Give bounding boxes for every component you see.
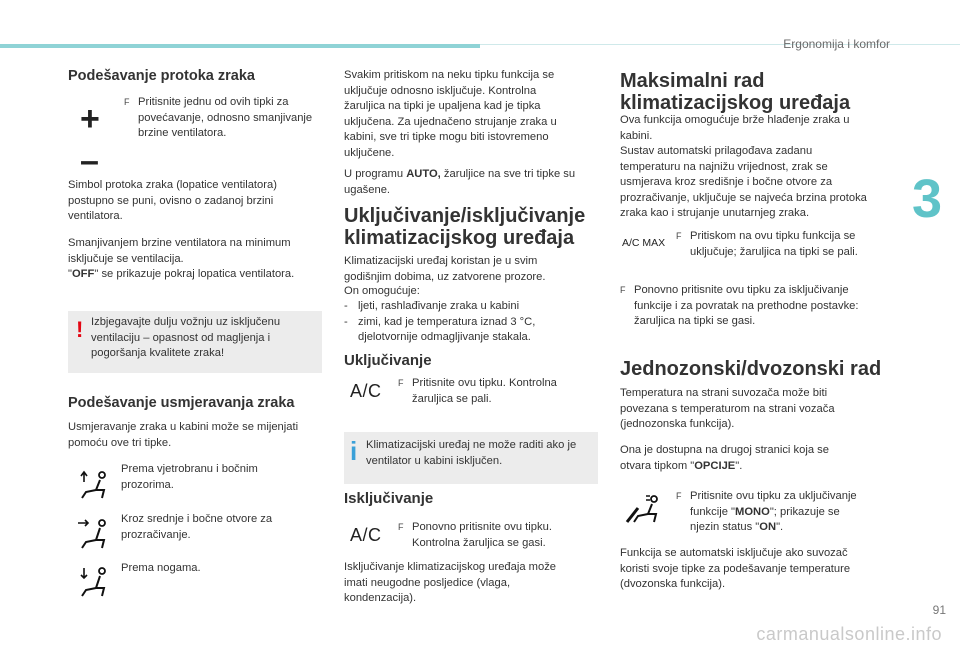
info-icon: i bbox=[350, 436, 358, 466]
mono-text bbox=[690, 489, 870, 536]
mono-text-e: ". bbox=[776, 521, 784, 533]
face-airflow-icon bbox=[76, 518, 110, 552]
opcije-text-a: Ona je dostupna na drugoj stranici koja se otvara tipkom " bbox=[620, 444, 829, 472]
bullet-marker: F bbox=[124, 97, 130, 107]
bullet-marker: F bbox=[676, 491, 682, 501]
windshield-airflow-icon bbox=[76, 470, 110, 500]
off-label: OFF bbox=[71, 268, 95, 280]
ac-off-bullet bbox=[398, 520, 588, 551]
mono-bullet bbox=[676, 489, 876, 536]
bullet-marker: F bbox=[398, 522, 404, 532]
paragraph-koristan: Klimatizacijski uređaj koristan je u svim godišnjim dobima, uz zatvorene prozore. bbox=[344, 255, 546, 283]
ac-button-icon: A/C bbox=[350, 381, 382, 401]
watermark: carmanualsonline.info bbox=[756, 624, 942, 644]
paragraph-omogucuje: On omogućuje: bbox=[344, 285, 420, 297]
heading-iskljucivanje: Isključivanje bbox=[344, 490, 434, 507]
ac-max-button-icon: A/C MAX bbox=[622, 237, 666, 249]
chapter-number: 3 bbox=[911, 169, 942, 229]
header-accent-bar bbox=[0, 44, 480, 48]
option-feet-text: Prema nogama. bbox=[121, 562, 201, 574]
protok-bullet bbox=[124, 95, 324, 142]
heading-maksimalni-rad: Maksimalni rad klimatizacijskog uređaja bbox=[620, 70, 851, 114]
bullet-marker: F bbox=[676, 231, 682, 241]
paragraph-simbol: Simbol protoka zraka (lopatice ventilatora) postupno se puni, ovisno o zadanoj brzini ventilatora. bbox=[68, 179, 277, 222]
paragraph-pritisak: Svakim pritiskom na neku tipku funkcija se uključuje odnosno isključuje. Kontrolna žaruljica na tipki je upaljena kad je tipka uključena. Za ujednačeno strujanje zraka u kabini, sve tri tipke mogu biti istovremeno uključene. bbox=[344, 69, 557, 159]
heading-protok: Podešavanje protoka zraka bbox=[68, 68, 255, 84]
heading-ukljucivanje: Uključivanje bbox=[344, 352, 432, 369]
plus-icon: + bbox=[80, 100, 100, 138]
paragraph-brze: Ova funkcija omogućuje brže hlađenje zraka u kabini. bbox=[620, 114, 850, 142]
paragraph-dvozonski: Funkcija se automatski isključuje ako suvozač koristi svoje tipke za podešavanje temperature (dvozonska funkcija). bbox=[620, 547, 851, 590]
list-item: - ljeti, rashlađivanje zraka u kabini bbox=[344, 299, 584, 315]
option-face-text: Kroz srednje i bočne otvore za prozračivanje. bbox=[121, 513, 273, 541]
opcije-label: OPCIJE bbox=[694, 459, 736, 472]
ac-button-icon: A/C bbox=[350, 525, 382, 545]
ac-max-text: Pritiskom na ovu tipku funkcija se uključuje; žaruljica na tipki se pali. bbox=[690, 230, 858, 258]
list-item: - zimi, kad je temperatura iznad 3 °C, djelotvornije odmagljivanje stakala. bbox=[344, 315, 584, 346]
ac-off-text: Ponovno pritisnite ovu tipku. Kontrolna žaruljica se gasi. bbox=[412, 521, 552, 549]
info-box bbox=[344, 432, 598, 484]
ac-on-text: Pritisnite ovu tipku. Kontrolna žaruljica se pali. bbox=[412, 377, 557, 405]
mono-button-icon bbox=[624, 494, 664, 526]
warning-text: Izbjegavajte dulju vožnju uz isključenu ventilaciju – opasnost od magljenja i pogoršanja kvalitete zraka! bbox=[91, 316, 281, 359]
paragraph-off-text: se prikazuje pokraj lopatica ventilatora. bbox=[98, 268, 295, 280]
page-number: 91 bbox=[932, 603, 946, 617]
paragraph-off: "OFF" se prikazuje pokraj lopatica ventilatora. bbox=[68, 268, 295, 280]
ac-max-off-text: Ponovno pritisnite ovu tipku za isključivanje funkcije i za povratak na prethodne postavke: žaruljica na tipki se gasi. bbox=[634, 284, 859, 327]
paragraph-usmjer: Usmjeravanje zraka u kabini može se mijenjati pomoću ove tri tipke. bbox=[68, 421, 299, 449]
heading-jednozonski: Jednozonski/dvozonski rad bbox=[620, 358, 882, 380]
paragraph-povezana: Temperatura na strani suvozača može biti povezana s temperaturom na strani vozača (jednozonska funkcija). bbox=[620, 387, 835, 430]
ac-max-off-bullet bbox=[620, 283, 875, 330]
on-label: ON bbox=[759, 521, 777, 533]
heading-usmjer: Podešavanje usmjeravanja zraka bbox=[68, 395, 295, 411]
paragraph-sustav: Sustav automatski prilagođava zadanu temperaturu na najnižu vrijednost, zrak se usmjerava kroz središnje i bočne otvore za prozračivanje, uključuje se najveća brzina protoka zraka kao i strujanje unutarnjeg zraka. bbox=[620, 145, 867, 219]
warning-box bbox=[68, 311, 322, 373]
bullet-marker: F bbox=[620, 285, 626, 295]
bullet-marker: F bbox=[398, 378, 404, 388]
heading-ukljucivanje-iskljucivanje: Uključivanje/isključivanje klimatizacijskog uređaja bbox=[344, 205, 586, 249]
warning-icon: ! bbox=[76, 317, 84, 342]
option-windshield-text: Prema vjetrobranu i bočnim prozorima. bbox=[121, 463, 258, 491]
feet-airflow-icon bbox=[76, 566, 110, 600]
feature-list bbox=[344, 299, 584, 346]
auto-text-a: U programu bbox=[344, 168, 407, 180]
page-header-title: Ergonomija i komfor bbox=[783, 37, 890, 51]
minus-icon: – bbox=[80, 142, 99, 180]
mono-label: MONO bbox=[735, 505, 770, 518]
info-text: Klimatizacijski uređaj ne može raditi ako je ventilator u kabini isključen. bbox=[366, 439, 577, 467]
auto-label: AUTO, bbox=[406, 168, 441, 180]
paragraph-smanjivanje: Smanjivanjem brzine ventilatora na minimum isključuje se ventilacija. bbox=[68, 237, 291, 265]
ac-on-bullet bbox=[398, 376, 588, 407]
paragraph-posljedice: Isključivanje klimatizacijskog uređaja može imati neugodne posljedice (vlaga, kondenzacija). bbox=[344, 561, 557, 604]
mono-text-a: Pritisnite ovu tipku za uključivanje funkcije " bbox=[690, 490, 857, 518]
mono-text-c: "; prikazuje se njezin status " bbox=[690, 505, 840, 533]
ac-max-bullet bbox=[676, 229, 876, 260]
protok-bullet-text: Pritisnite jednu od ovih tipki za povećavanje, odnosno smanjivanje brzine ventilatora. bbox=[138, 96, 313, 139]
paragraph-auto bbox=[344, 167, 594, 198]
auto-text-b: žaruljice na sve tri tipke su ugašene. bbox=[344, 168, 576, 196]
paragraph-opcije bbox=[620, 443, 855, 474]
opcije-text-c: ". bbox=[735, 459, 743, 472]
